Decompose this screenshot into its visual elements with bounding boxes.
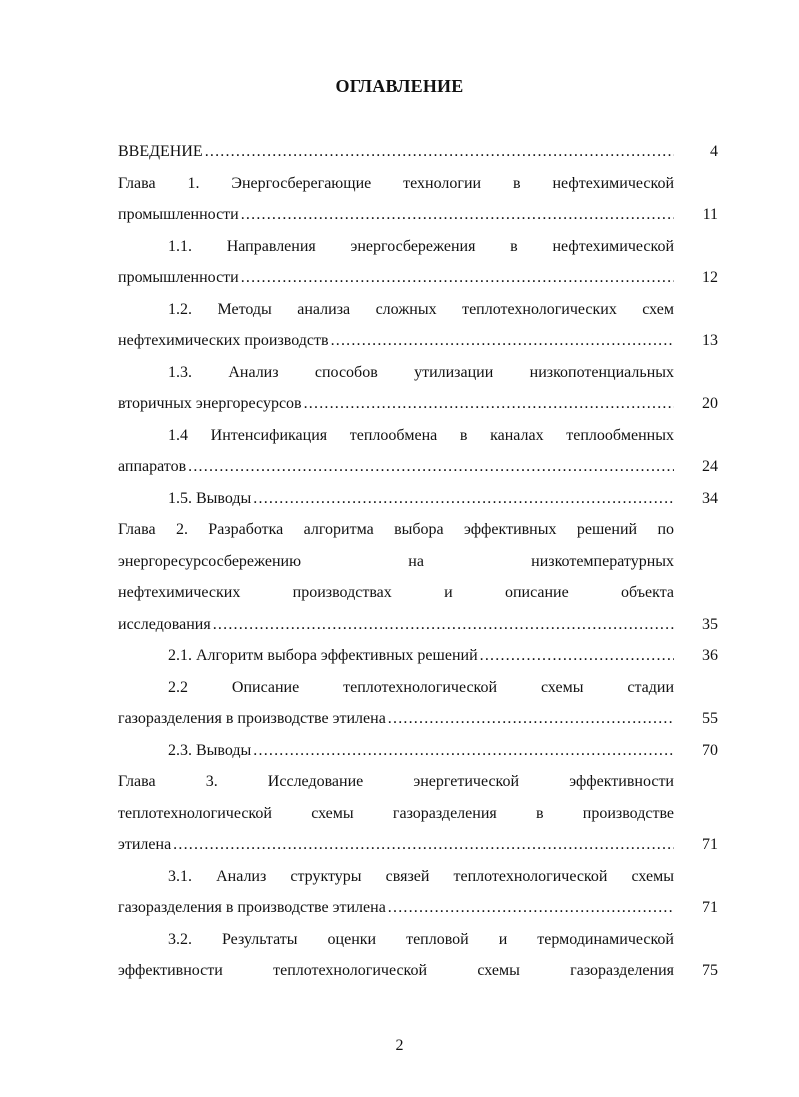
toc-entry [118, 483, 718, 515]
toc-entry-text: аппаратов [118, 458, 187, 475]
toc-entry [118, 136, 718, 168]
toc-entry-text: Глава 1. Энергосберегающие технологии в нефтехимической [118, 174, 674, 192]
dot-leader [241, 199, 674, 231]
toc-entry-text: промышленности [118, 269, 239, 286]
toc-entry [118, 231, 718, 294]
toc-entry-text: нефтехимических производств [118, 332, 329, 349]
page-title: ОГЛАВЛЕНИЕ [335, 76, 464, 96]
toc-page-number: 70 [702, 741, 718, 759]
toc-entry [118, 672, 718, 735]
toc-page-number: 75 [702, 962, 718, 979]
toc-entry-text: энергоресурсосбережению на низкотемпературных [118, 552, 674, 570]
page-number: 2 [395, 1037, 404, 1054]
toc-entry-text: 3.2. Результаты оценки тепловой и термодинамической [168, 930, 674, 948]
toc-entry-text: нефтехимических производствах и описание объекта [118, 584, 674, 601]
toc-entry [118, 168, 718, 231]
table-of-contents [118, 136, 718, 987]
toc-page-number: 4 [710, 143, 718, 160]
toc-page-number: 35 [702, 615, 718, 633]
toc-page-number: 55 [702, 710, 718, 727]
dot-leader [388, 703, 674, 735]
toc-entry-text: 1.3. Анализ способов утилизации низкопотенциальных [168, 363, 674, 381]
dot-leader [388, 892, 674, 924]
toc-page-number: 13 [702, 332, 718, 349]
toc-entry-text: этилена [118, 836, 172, 853]
toc-entry-text: Глава 3. Исследование энергетической эффективности [118, 773, 674, 790]
toc-page-number: 12 [702, 269, 718, 286]
toc-entry [118, 735, 718, 767]
toc-entry-text: исследования [118, 615, 211, 633]
toc-entry [118, 514, 718, 640]
dot-leader [480, 640, 674, 672]
toc-entry-text: 2.1. Алгоритм выбора эффективных решений [168, 647, 478, 664]
dot-leader [173, 829, 674, 861]
toc-entry-text: Глава 2. Разработка алгоритма выбора эффективных решений по [118, 521, 674, 538]
toc-entry-text: промышленности [118, 206, 239, 223]
dot-leader [253, 735, 674, 767]
toc-entry [118, 924, 718, 987]
dot-leader [304, 388, 674, 420]
toc-entry-text: 2.2 Описание теплотехнологической схемы стадии [168, 678, 674, 696]
toc-entry-text: ВВЕДЕНИЕ [118, 143, 203, 160]
toc-page-number: 36 [702, 647, 718, 664]
toc-entry [118, 640, 718, 672]
dot-leader [213, 609, 674, 641]
dot-leader [331, 325, 674, 357]
toc-page-number: 71 [702, 836, 718, 853]
toc-page-number: 24 [702, 458, 718, 475]
toc-entry-text: 1.1. Направления энергосбережения в нефтехимической [168, 237, 674, 255]
toc-entry [118, 357, 718, 420]
toc-entry [118, 294, 718, 357]
dot-leader [188, 451, 674, 483]
toc-entry-text: 3.1. Анализ структуры связей теплотехнологической схемы [168, 867, 674, 885]
toc-entry-text: теплотехнологической схемы газоразделения в производстве [118, 804, 674, 822]
toc-entry-text: 1.2. Методы анализа сложных теплотехнологических схем [168, 300, 674, 318]
dot-leader [205, 136, 674, 168]
toc-entry-text: газоразделения в производстве этилена [118, 710, 386, 727]
toc-page-number: 20 [702, 395, 718, 412]
toc-entry [118, 420, 718, 483]
dot-leader [241, 262, 674, 294]
toc-page-number: 11 [702, 206, 718, 223]
toc-page-number: 71 [702, 899, 718, 916]
toc-entry [118, 861, 718, 924]
toc-entry-text: вторичных энергоресурсов [118, 395, 302, 412]
toc-entry-text: газоразделения в производстве этилена [118, 899, 386, 916]
toc-entry-text: эффективности теплотехнологической схемы газоразделения [118, 962, 674, 979]
toc-entry [118, 766, 718, 861]
dot-leader [253, 483, 674, 515]
toc-page-number: 34 [702, 489, 718, 507]
toc-entry-text: 1.4 Интенсификация теплообмена в каналах теплообменных [168, 426, 674, 444]
toc-entry-text: 2.3. Выводы [168, 741, 252, 759]
toc-entry-text: 1.5. Выводы [168, 489, 252, 507]
